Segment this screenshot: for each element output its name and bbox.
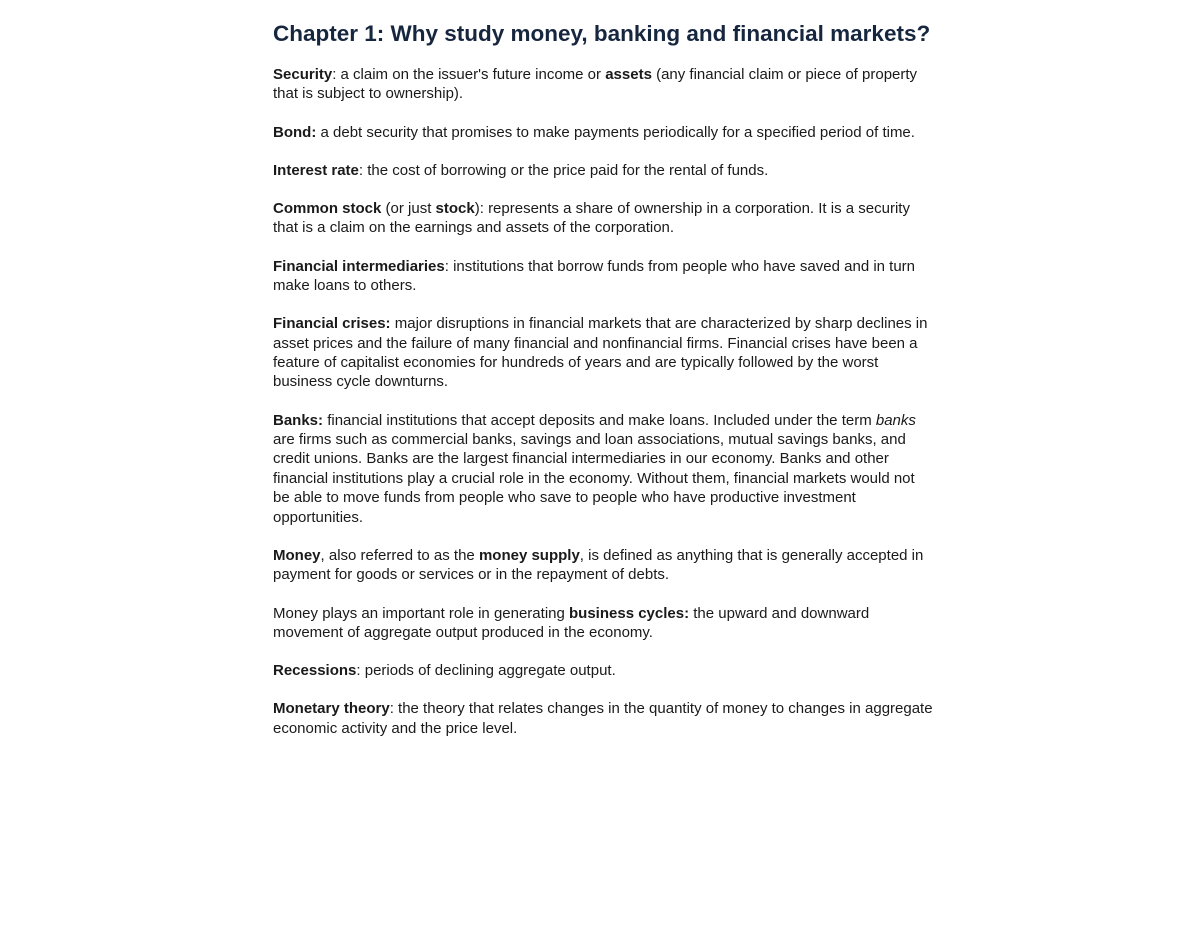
term-common-stock: Common stock <box>273 200 382 218</box>
definition-text: (or just <box>381 200 436 218</box>
definition-text: Money plays an important role in generating <box>273 604 570 622</box>
term-monetary-theory: Monetary theory <box>273 700 390 718</box>
definition-text: a debt security that promises to make payments periodically for a specified period of time. <box>316 123 915 141</box>
colon: : <box>389 700 394 718</box>
term-banks-italic: banks <box>875 411 916 429</box>
term-bond: Bond: <box>273 123 317 141</box>
term-assets: assets <box>605 66 652 83</box>
term-banks: Banks: <box>273 411 324 429</box>
definition-text: financial institutions that accept deposits and make loans. Included under the term <box>323 411 876 429</box>
colon: : <box>332 66 337 83</box>
colon: : <box>356 662 361 680</box>
definition-text: the theory that relates changes in the quantity of money to changes in aggregate economic activity and the price level. <box>273 700 933 737</box>
definition-business-cycles <box>273 604 933 643</box>
definition-text: ): represents a share of ownership in a corporation. It is a security that is a claim on the earnings and assets of the corporation. <box>273 200 910 237</box>
definition-common-stock <box>273 199 933 238</box>
definition-text: the cost of borrowing or the price paid for the rental of funds. <box>363 161 769 179</box>
term-financial-intermediaries: Financial intermediaries <box>273 257 445 275</box>
colon: : <box>444 257 449 275</box>
definition-text: , also referred to as the <box>320 546 479 564</box>
definition-text: , is defined as anything that is generally accepted in payment for goods or services or in the repayment of debts. <box>273 546 924 584</box>
definition-money <box>273 546 933 585</box>
term-financial-crises: Financial crises: <box>273 315 391 333</box>
definition-text: (any financial claim or piece of property that is subject to ownership). <box>273 66 918 103</box>
document-page <box>273 20 933 757</box>
definition-text: periods of declining aggregate output. <box>360 662 616 680</box>
definition-financial-crises <box>273 314 933 392</box>
definition-text: a claim on the issuer's future income or <box>336 66 606 83</box>
definition-security <box>273 65 933 104</box>
term-security: Security <box>273 66 333 83</box>
definition-recessions <box>273 661 933 680</box>
colon: : <box>358 161 364 179</box>
definition-bond <box>273 123 933 142</box>
definition-interest-rate <box>273 161 933 180</box>
term-money: Money <box>273 546 321 564</box>
definition-banks <box>273 411 933 527</box>
term-money-supply: money supply <box>478 546 580 564</box>
term-business-cycles: business cycles: <box>569 604 690 622</box>
definition-monetary-theory <box>273 699 933 738</box>
term-recessions: Recessions <box>273 662 357 680</box>
definition-text: institutions that borrow funds from people who have saved and in turn make loans to others. <box>273 257 916 295</box>
definition-text: are firms such as commercial banks, savings and loan associations, mutual savings banks, and credit unions. Banks are the largest financial intermediaries in our economy. Banks and other financial institutions play a crucial role in the economy. Without them, financial markets would not be able to move funds from people who save to people who have productive investment opportunities. <box>273 431 915 526</box>
definition-text: the upward and downward movement of aggregate output produced in the economy. <box>273 604 870 641</box>
term-interest-rate: Interest rate <box>273 161 359 179</box>
term-stock: stock <box>435 200 475 218</box>
definition-text: major disruptions in financial markets that are characterized by sharp declines in asset prices and the failure of many financial and nonfinancial firms. Financial crises have been a feature of capitalist economies for hundreds of years and are typically followed by the worst business cycle downturns. <box>273 315 928 391</box>
definition-financial-intermediaries <box>273 257 933 296</box>
page-title: Chapter 1: Why study money, banking and financial markets? <box>273 21 931 46</box>
